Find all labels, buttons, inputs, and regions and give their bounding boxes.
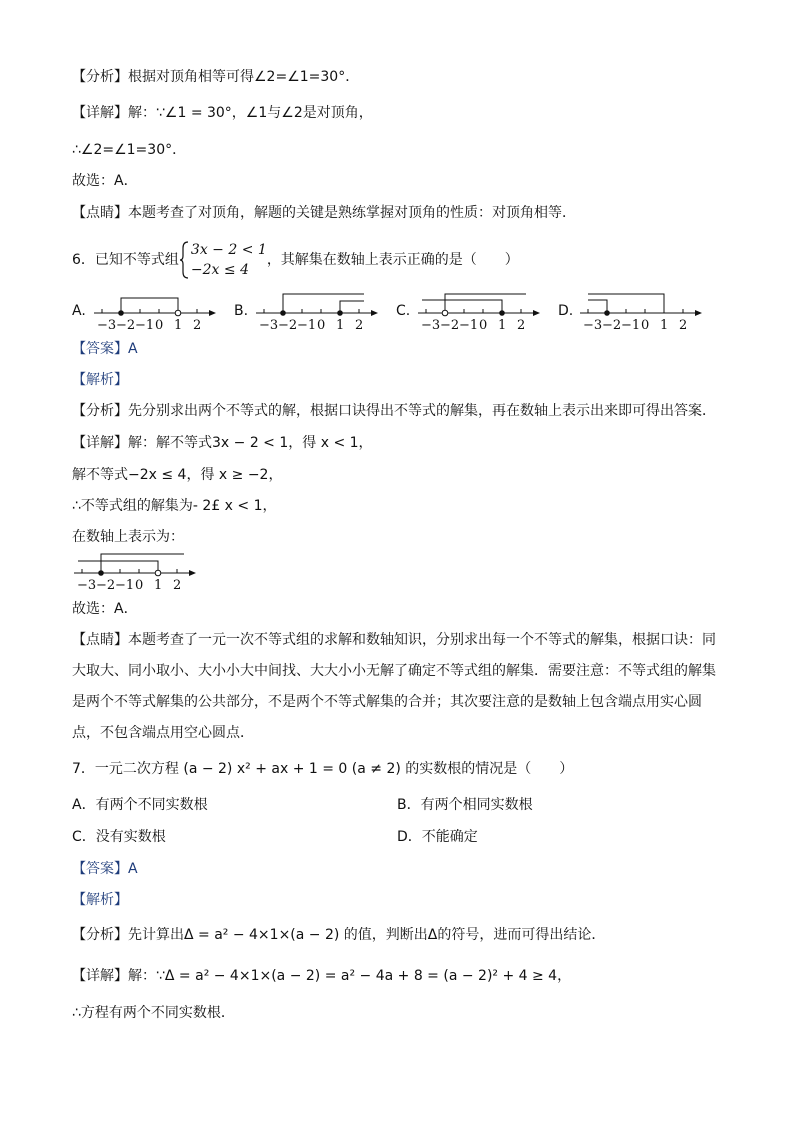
analysis-tag: 【分析】 — [72, 927, 128, 943]
q5-detail-2: ∴∠2=∠1=30°． — [72, 142, 187, 158]
tick-label: 1 — [498, 318, 507, 332]
detail-tag: 【详解】 — [72, 105, 128, 121]
comment-tag: 【点睛】 — [72, 205, 128, 221]
number-line-b — [254, 288, 380, 332]
q6-stem: 6．已知不等式组 3x − 2 < 1 −2x ≤ 4 ，其解集在数轴上表示正确的是（ ） — [72, 242, 519, 278]
ray-left — [422, 300, 502, 313]
ray-right — [340, 301, 364, 313]
arrow-icon — [189, 570, 196, 576]
open-dot — [442, 310, 448, 316]
q6-detail-1: 【详解】解：解不等式3x − 2 < 1，得 x < 1， — [72, 435, 373, 451]
tick-label: 0 — [135, 578, 144, 592]
q5-comment: 【点睛】本题考查了对顶角，解题的关键是熟练掌握对顶角的性质：对顶角相等． — [72, 205, 576, 221]
q5-choose: 故选：A． — [72, 173, 138, 189]
q6-answer: 【答案】A — [72, 341, 138, 357]
q7-detail-2: ∴方程有两个不同实数根． — [72, 1005, 235, 1021]
q6-comment-2: 大取大、同小取小、大小小大中间找、大大小小无解了确定不等式组的解集．需要注意：不等式组的解集 — [72, 663, 716, 679]
closed-dot — [280, 310, 286, 316]
tick-label: −3 — [97, 318, 117, 332]
tick-label: 0 — [479, 318, 488, 332]
q6-comment-4: 点，不包含端点用空心圆点． — [72, 725, 254, 741]
tick-label: 2 — [517, 318, 526, 332]
tick-label: −2 — [116, 318, 136, 332]
analysis-tag: 【分析】 — [72, 403, 128, 419]
number-line-c — [416, 288, 542, 332]
q6-detail-2: 解不等式−2x ≤ 4，得 x ≥ −2， — [72, 467, 283, 483]
open-dot — [155, 570, 161, 576]
ray-left — [588, 300, 607, 313]
tick-label: −3 — [77, 578, 97, 592]
option-d-label: D. — [558, 303, 574, 319]
ray-left — [283, 294, 364, 313]
tick-label: −2 — [440, 318, 460, 332]
number-line-d — [578, 288, 704, 332]
q6-detail-4: 在数轴上表示为： — [72, 529, 184, 545]
tick-label: 1 — [174, 318, 183, 332]
q7-stem: 7．一元二次方程 (a − 2) x² + ax + 1 = 0 (a ≠ 2) 的实数根的情况是（ ） — [72, 761, 574, 777]
tick-label: −3 — [421, 318, 441, 332]
q7-detail-1: 【详解】解：∵Δ = a² − 4×1×(a − 2) = a² − 4a + 8 = (a − 2)² + 4 ≥ 4， — [72, 968, 572, 984]
closed-dot — [499, 310, 505, 316]
tick-label: −1 — [135, 318, 155, 332]
detail-tag: 【详解】 — [72, 435, 128, 451]
tick-label: 2 — [355, 318, 364, 332]
arrow-icon — [209, 310, 216, 316]
analysis-tag: 【分析】 — [72, 69, 128, 85]
q5-analysis: 【分析】根据对顶角相等可得∠2=∠1=30°． — [72, 69, 360, 85]
option-b-label: B. — [234, 303, 249, 319]
arrow-icon — [371, 310, 378, 316]
ray-left — [78, 561, 158, 573]
option-a-label: A. — [72, 303, 86, 319]
number-line-a — [92, 288, 218, 332]
tick-label: 0 — [641, 318, 650, 332]
tick-label: 2 — [193, 318, 202, 332]
q7-jiexi: 【解析】 — [72, 892, 128, 908]
tick-label: 1 — [336, 318, 345, 332]
q7-option-a: A．有两个不同实数根 — [72, 797, 208, 813]
q6-analysis: 【分析】先分别求出两个不等式的解，根据口诀得出不等式的解集，再在数轴上表示出来即可得出答案． — [72, 403, 716, 419]
tick-label: 2 — [679, 318, 688, 332]
q6-comment-1: 【点睛】本题考查了一元一次不等式组的求解和数轴知识，分别求出每一个不等式的解集，根据口诀：同 — [72, 632, 716, 648]
option-c-label: C. — [396, 303, 411, 319]
q7-option-c: C．没有实数根 — [72, 829, 166, 845]
tick-label: 0 — [317, 318, 326, 332]
number-line-solution — [72, 548, 198, 592]
solution-segment — [121, 298, 178, 313]
arrow-icon — [533, 310, 540, 316]
ray-right — [445, 294, 526, 313]
comment-tag: 【点睛】 — [72, 632, 128, 648]
q7-option-d: D．不能确定 — [397, 829, 478, 845]
q6-jiexi: 【解析】 — [72, 372, 128, 388]
tick-label: 1 — [154, 578, 163, 592]
q6-comment-3: 是两个不等式解集的公共部分，不是两个不等式解集的合并；其次要注意的是数轴上包含端点用实心圆 — [72, 694, 702, 710]
q7-analysis: 【分析】先计算出Δ = a² − 4×1×(a − 2) 的值，判断出Δ的符号，进而可得出结论． — [72, 927, 606, 943]
q6-detail-3: ∴不等式组的解集为- 2£ x < 1， — [72, 498, 277, 514]
ray-right — [101, 554, 184, 573]
tick-label: 2 — [173, 578, 182, 592]
closed-dot — [604, 310, 610, 316]
tick-label: −2 — [278, 318, 298, 332]
closed-dot — [337, 310, 343, 316]
closed-dot — [118, 310, 124, 316]
tick-label: −3 — [259, 318, 279, 332]
brace-icon — [179, 240, 189, 280]
tick-label: 0 — [155, 318, 164, 332]
tick-label: −1 — [459, 318, 479, 332]
q6-choose: 故选：A． — [72, 601, 138, 617]
tick-label: −3 — [583, 318, 603, 332]
q7-option-b: B．有两个相同实数根 — [397, 797, 533, 813]
tick-label: −2 — [602, 318, 622, 332]
open-dot — [175, 310, 181, 316]
detail-tag: 【详解】 — [72, 968, 128, 984]
q7-answer: 【答案】A — [72, 861, 138, 877]
tick-label: −2 — [96, 578, 116, 592]
inequality-system: 3x − 2 < 1 −2x ≤ 4 — [190, 242, 267, 278]
tick-label: −1 — [621, 318, 641, 332]
tick-label: 1 — [660, 318, 669, 332]
closed-dot — [98, 570, 104, 576]
tick-label: −1 — [115, 578, 135, 592]
tick-label: −1 — [297, 318, 317, 332]
arrow-icon — [695, 310, 702, 316]
q5-detail-1: 【详解】解：∵∠1 = 30°，∠1与∠2是对顶角， — [72, 105, 373, 121]
